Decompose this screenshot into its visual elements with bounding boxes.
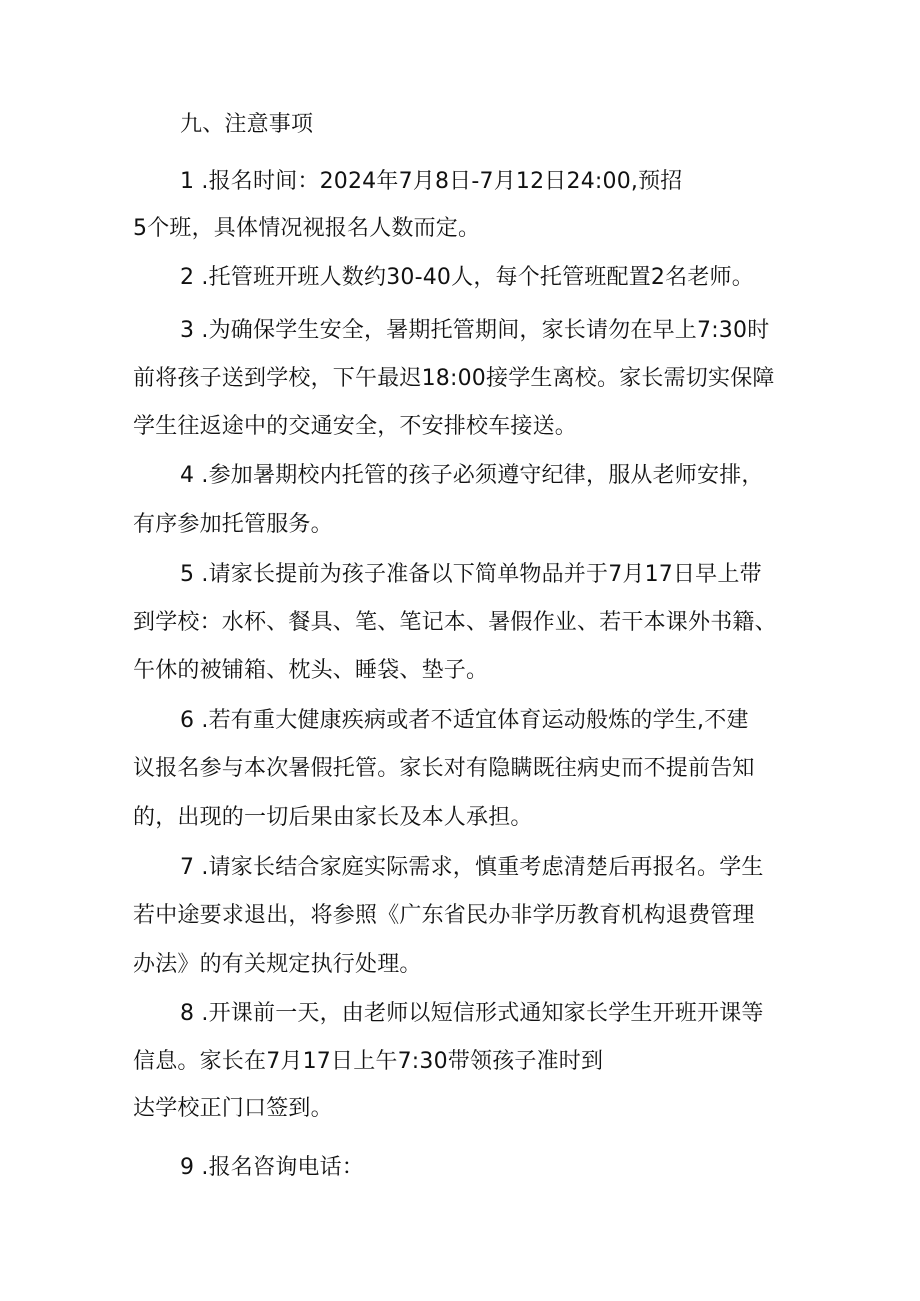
item-1-text-line-1: 报名时间：2024年7月8日-7月12日24:00,预招: [208, 169, 683, 194]
item-9-number: 9: [180, 1155, 195, 1180]
item-8-text-line-3: 达学校正门口签到。: [133, 1096, 333, 1121]
item-6-text-line-2: 议报名参与本次暑假托管。家长对有隐瞒既往病史而不提前告知: [133, 756, 755, 781]
item-2-text-line-1: 托管班开班人数约30-40人，每个托管班配置2名老师。: [208, 265, 754, 290]
item-7-text-line-3: 办法》的有关规定执行处理。: [133, 952, 422, 977]
item-1-text-line-2: 5个班，具体情况视报名人数而定。: [133, 216, 481, 241]
item-8-number: 8: [180, 1001, 195, 1026]
item-2-number: 2: [180, 265, 195, 290]
item-5-number: 5: [180, 562, 195, 587]
item-7-first-line: 7 .请家长结合家庭实际需求，慎重考虑清楚后再报名。学生: [180, 855, 764, 880]
item-1-number: 1: [180, 169, 195, 194]
item-5-text-line-2: 到学校：水杯、餐具、笔、笔记本、暑假作业、若干本课外书籍、: [133, 610, 777, 635]
item-4-number: 4: [180, 463, 195, 488]
item-8-text-line-1: 开课前一天，由老师以短信形式通知家长学生开班开课等: [208, 1001, 764, 1026]
item-2-first-line: 2 .托管班开班人数约30-40人，每个托管班配置2名老师。: [180, 265, 754, 290]
item-7-text-line-1: 请家长结合家庭实际需求，慎重考虑清楚后再报名。学生: [208, 855, 764, 880]
item-6-text-line-1: 若有重大健康疾病或者不适宜体育运动般炼的学生,不建: [208, 708, 749, 733]
item-6-number: 6: [180, 708, 195, 733]
item-3-number: 3: [180, 318, 195, 343]
item-4-text-line-1: 参加暑期校内托管的孩子必须遵守纪律，服从老师安排，: [208, 463, 764, 488]
item-3-text-line-3: 学生往返途中的交通安全，不安排校车接送。: [133, 414, 578, 439]
item-1-first-line: 1 .报名时间：2024年7月8日-7月12日24:00,预招: [180, 169, 683, 194]
item-6-text-line-3: 的，出现的一切后果由家长及本人承担。: [133, 805, 533, 830]
item-9-text-line-1: 报名咨询电话：: [208, 1155, 364, 1180]
item-6-first-line: 6 .若有重大健康疾病或者不适宜体育运动般炼的学生,不建: [180, 708, 749, 733]
item-4-text-line-2: 有序参加托管服务。: [133, 512, 333, 537]
item-5-text-line-3: 午休的被铺箱、枕头、睡袋、垫子。: [133, 658, 489, 683]
item-3-first-line: 3 .为确保学生安全，暑期托管期间，家长请勿在早上7:30时: [180, 318, 770, 343]
item-4-first-line: 4 .参加暑期校内托管的孩子必须遵守纪律，服从老师安排，: [180, 463, 764, 488]
item-3-text-line-2: 前将孩子送到学校，下午最迟18:00接学生离校。家长需切实保障: [133, 366, 775, 391]
item-5-first-line: 5 .请家长提前为孩子准备以下简单物品并于7月17日早上带: [180, 562, 762, 587]
item-8-first-line: 8 .开课前一天，由老师以短信形式通知家长学生开班开课等: [180, 1001, 764, 1026]
item-7-text-line-2: 若中途要求退出，将参照《广东省民办非学历教育机构退费管理: [133, 903, 755, 928]
item-9-first-line: 9 .报名咨询电话：: [180, 1155, 364, 1180]
item-3-text-line-1: 为确保学生安全，暑期托管期间，家长请勿在早上7:30时: [208, 318, 770, 343]
item-7-number: 7: [180, 855, 195, 880]
item-8-text-line-2: 信息。家长在7月17日上午7:30带领孩子准时到: [133, 1049, 604, 1074]
item-5-text-line-1: 请家长提前为孩子准备以下简单物品并于7月17日早上带: [208, 562, 762, 587]
section-heading: 九、注意事项: [180, 112, 314, 137]
